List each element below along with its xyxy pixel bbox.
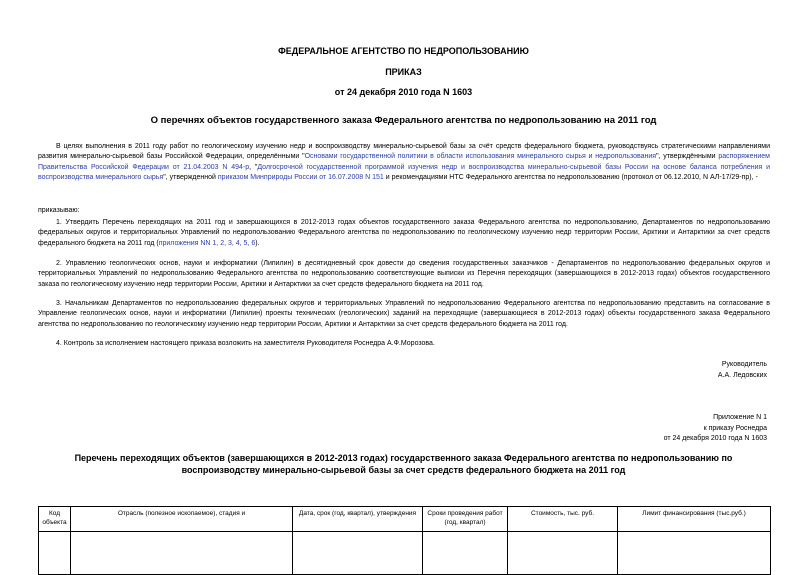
column-header-funding-limit: Лимит финансирования (тыс.руб.) xyxy=(618,507,771,532)
ministry-order-link[interactable]: приказом Минприроды России от 16.07.2008 N 151 xyxy=(217,174,384,182)
item-4 xyxy=(38,339,770,349)
column-header-branch: Отрасль (полезное ископаемое), стадия и xyxy=(71,507,293,532)
signature-role: Руководитель xyxy=(721,361,767,368)
government-order-link[interactable]: распоряжением Правительства Российской Федерации от 21.04.2003 N 494-р xyxy=(38,153,770,171)
preamble-text-a: В целях выполнения в 2011 году работ по геологическому изучению недр и воспроизводству минерально-сырьевой базы за счёт средств федерального бюджета, руководствуясь стратегическими направлениями развития минерально-сырьевой базы Российской Федерации, определёнными " xyxy=(38,143,770,161)
document-title: О перечнях объектов государственного заказа Федерального агентства по недропользованию на 2011 год xyxy=(150,115,657,126)
item-2-text: 2. Управлению геологических основ, науки и информатики (Липилин) в десятидневный срок довести до сведения государственных заказчиков - Департаментов по недропользованию федеральных округов и территориальных Управлений по недропользованию Федерального агентства по недропользованию соответствующие выписки из Перечня переходящих (завершающихся в 2012-2013 годах) объектов государственного заказа по геологическому изучению недр территории России, Арктики и Антарктики за счет средств федерального бюджета на 2011 год. xyxy=(38,260,770,288)
document-date-number: от 24 декабря 2010 года N 1603 xyxy=(334,87,473,97)
table-cell xyxy=(423,532,508,575)
item-3 xyxy=(38,299,770,330)
appendices-link[interactable]: приложения NN 1, 2, 3, 4, 5, 6 xyxy=(158,239,256,247)
basics-policy-link[interactable]: Основами государственной политики в области использования минерального сырья и недропользования xyxy=(304,153,657,161)
column-header-work-period: Сроки проведения работ (год, квартал) xyxy=(423,507,508,532)
preamble-text-d: ", утвержденной xyxy=(163,174,218,182)
order-word: приказываю: xyxy=(38,207,80,214)
appendix-header xyxy=(567,413,767,445)
appendix-reference: к приказу Роснедра xyxy=(703,424,767,432)
agency-name: ФЕДЕРАЛЬНОЕ АГЕНТСТВО ПО НЕДРОПОЛЬЗОВАНИЮ xyxy=(278,46,529,56)
objects-table xyxy=(38,506,771,575)
signature-name: А.А. Ледовских xyxy=(717,371,767,379)
column-header-code: Код объекта xyxy=(39,507,71,532)
appendix-number: Приложение N 1 xyxy=(713,414,767,421)
item-1 xyxy=(38,218,770,249)
appendix-title-line-1: Перечень переходящих объектов (завершающихся в 2012-2013 годах) государственного заказа Федерального агентства по недропользованию по xyxy=(74,453,733,463)
item-1-text-a: 1. Утвердить Перечень переходящих на 2011 год и завершающихся в 2012-2013 годах объектов государственного заказа Федерального агентства по недропользованию, Департаментов по недропользованию федеральных округов и территориальных Управлений по недропользованию Федерального агентства по недропользованию по геологическому изучению недр территории России, Арктики и Антарктики за счет средств федерального бюджета на 2011 год ( xyxy=(38,219,770,247)
table-cell xyxy=(39,532,71,575)
preamble-text-b: ", утверждёнными xyxy=(656,153,719,161)
signature-block xyxy=(567,360,767,381)
table-row xyxy=(39,532,771,575)
preamble-text-e: и рекомендациями НТС Федерального агентства по недропользованию (протокол от 06.12.2010, N АЛ-17/29-пр), - xyxy=(383,174,758,182)
item-2 xyxy=(38,259,770,290)
table-cell xyxy=(71,532,293,575)
table-cell xyxy=(618,532,771,575)
appendix-title xyxy=(60,453,747,476)
item-3-text: 3. Начальникам Департаментов по недропользованию федеральных округов и территориальных Управлений по недропользованию Федерального агентства по недропользованию представить на согласование в Управление геологических основ, науки и информатики (Липилин) проекты технических (геологических) заданий на переходящие (завершающиеся в 2012-2013 годах) объекты государственного заказа Федерального агентства по недропользованию по геологическому изучению недр территории России, Арктики и Антарктики за счет средств федерального бюджета на 2011 год. xyxy=(38,300,770,328)
preamble-paragraph xyxy=(38,142,770,184)
appendix-title-line-2: воспроизводству минерально-сырьевой базы за счет средств федерального бюджета на 2011 год xyxy=(181,464,626,475)
long-term-program-link[interactable]: Долгосрочной государственной программой изучения недр и воспроизводства минерально-сырьевой базы России на основе баланса потребления и воспроизводства минерального сырья xyxy=(38,163,770,182)
document-type: ПРИКАЗ xyxy=(385,67,422,77)
column-header-approval-date: Дата, срок (год, квартал), утверждения xyxy=(293,507,423,532)
item-4-text: 4. Контроль за исполнением настоящего приказа возложить на заместителя Руководителя Роснедра А.Ф.Морозова. xyxy=(56,340,435,347)
table-cell xyxy=(508,532,618,575)
table-cell xyxy=(293,532,423,575)
appendix-date: от 24 декабря 2010 года N 1603 xyxy=(663,435,767,442)
column-header-cost: Стоимость, тыс. руб. xyxy=(508,507,618,532)
item-1-text-b: ). xyxy=(255,239,260,247)
table-header-row xyxy=(39,507,771,532)
preamble-text-c: , " xyxy=(249,163,258,171)
